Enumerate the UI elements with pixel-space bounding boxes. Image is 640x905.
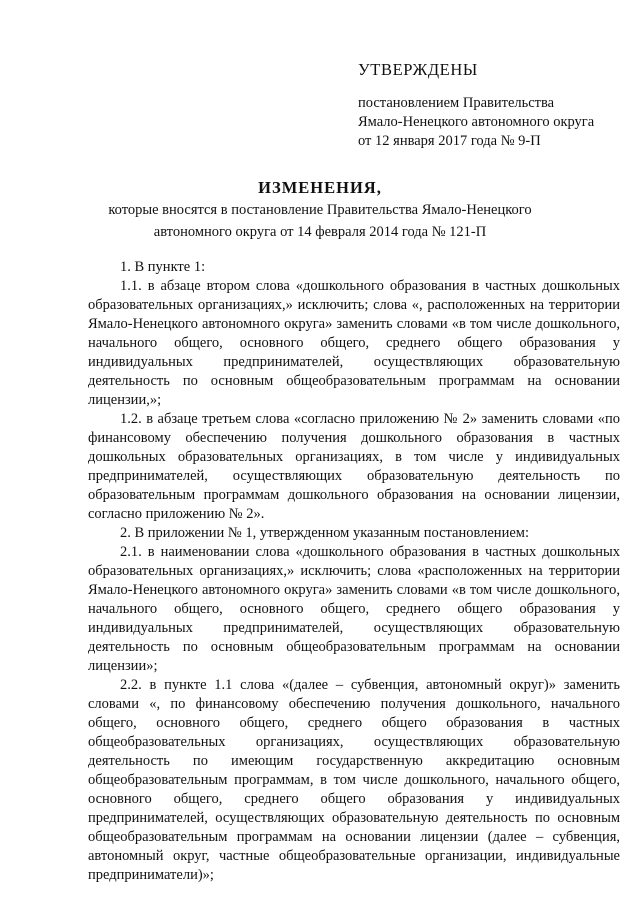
paragraph-2-2: 2.2. в пункте 1.1 слова «(далее – субвенция, автономный округ)» заменить словами «, по финансовому обеспечению получения дошкольного, начального общего, основного общего, среднего общего образования в частных общеобразовательных организациях, осуществляющих образовательную деятельность по имеющим государственную аккредитацию основным общеобразовательным программам, в том числе дошкольного, начального общего, основного общего, среднего общего образования у индивидуальных предпринимателей, осуществляющих образовательную деятельность по основным общеобразовательным программам на основании лицензии (далее – субвенция, автономный округ, частные общеобразовательные организации, индивидуальные предприниматели)»; bbox=[88, 677, 620, 883]
document-heading bbox=[0, 0, 640, 242]
document-subtitle-line: автономного округа от 14 февраля 2014 года № 121-П bbox=[153, 224, 487, 240]
approval-line: от 12 января 2017 года № 9-П bbox=[358, 133, 541, 149]
paragraph-1-1: 1.1. в абзаце втором слова «дошкольного образования в частных дошкольных образовательных организациях,» исключить; слова «, расположенных на территории Ямало-Ненецкого автономного округа» заменить словами «в том числе дошкольного, начального общего, основного общего, среднего общего образования у индивидуальных предпринимателей, осуществляющих образовательную деятельность по основным общеобразовательным программам на основании лицензии,»; bbox=[88, 278, 620, 408]
document-body bbox=[88, 258, 620, 885]
document-subtitle-line: которые вносятся в постановление Правительства Ямало-Ненецкого bbox=[108, 202, 532, 218]
paragraph-2: 2. В приложении № 1, утвержденном указанным постановлением: bbox=[120, 525, 529, 541]
approval-title: УТВЕРЖДЕНЫ bbox=[358, 60, 478, 79]
paragraph-1: 1. В пункте 1: bbox=[120, 259, 206, 275]
approval-line: Ямало-Ненецкого автономного округа bbox=[358, 114, 595, 130]
document-title: ИЗМЕНЕНИЯ, bbox=[258, 178, 382, 197]
paragraph-1-2: 1.2. в абзаце третьем слова «согласно приложению № 2» заменить словами «по финансовому обеспечению получения дошкольного образования в частных дошкольных образовательных организациях, в том числе у индивидуальных предпринимателей, осуществляющих образовательную деятельность по образовательным программам дошкольного образования на основании лицензии, согласно приложению № 2». bbox=[88, 411, 620, 522]
approval-line: постановлением Правительства bbox=[358, 95, 555, 111]
paragraph-2-1: 2.1. в наименовании слова «дошкольного образования в частных дошкольных образовательных организациях,» исключить; слова «расположенных на территории Ямало-Ненецкого автономного округа» заменить словами «в том числе дошкольного, начального общего, основного общего, среднего общего образования у индивидуальных предпринимателей, осуществляющих образовательную деятельность по основным общеобразовательным программам на основании лицензии»; bbox=[88, 544, 620, 674]
